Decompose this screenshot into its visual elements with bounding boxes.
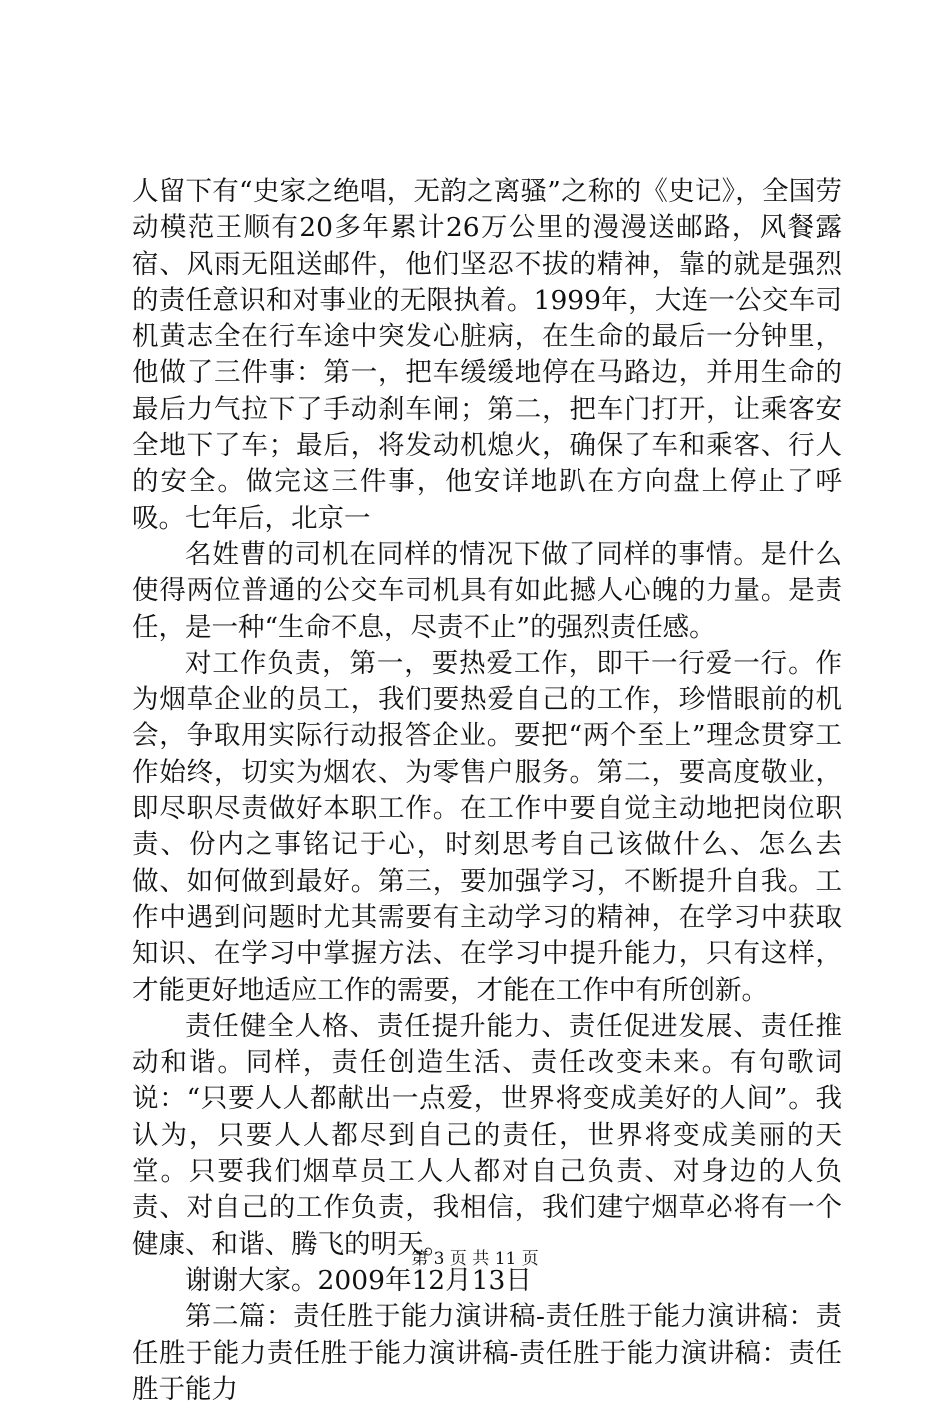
document-body xyxy=(132,174,842,1408)
paragraph-1: 人留下有“史家之绝唱，无韵之离骚”之称的《史记》，全国劳动模范王顺有20多年累计26万公里的漫漫送邮路，风餐露宿、风雨无阻送邮件，他们坚忍不拔的精神，靠的就是强烈的责任意识和对事业的无限执着。1999年，大连一公交车司机黄志全在行车途中突发心脏病，在生命的最后一分钟里，他做了三件事：第一，把车缓缓地停在马路边，并用生命的最后力气拉下了手动刹车闸；第二，把车门打开，让乘客安全地下了车；最后，将发动机熄火，确保了车和乘客、行人的安全。做完这三件事，他安详地趴在方向盘上停止了呼吸。七年后，北京一 xyxy=(132,176,842,534)
page-footer: 第 3 页 共 11 页 xyxy=(411,1249,539,1269)
paragraph-2: 名姓曹的司机在同样的情况下做了同样的事情。是什么使得两位普通的公交车司机具有如此撼人心魄的力量。是责任，是一种“生命不息，尽责不止”的强烈责任感。 xyxy=(132,538,842,643)
paragraph-5-closing: 谢谢大家。2009年12月13日 xyxy=(185,1264,532,1296)
paragraph-4: 责任健全人格、责任提升能力、责任促进发展、责任推动和谐。同样，责任创造生活、责任改变未来。有句歌词说：“只要人人都献出一点爱，世界将变成美好的人间”。我认为，只要人人都尽到自己的责任，世界将变成美丽的天堂。只要我们烟草员工人人都对自己负责、对身边的人负责、对自己的工作负责，我相信，我们建宁烟草必将有一个健康、和谐、腾飞的明天。 xyxy=(132,1010,842,1260)
paragraph-6-next-section-title: 第二篇：责任胜于能力演讲稿-责任胜于能力演讲稿：责任胜于能力责任胜于能力演讲稿-责任胜于能力演讲稿：责任胜于能力 xyxy=(132,1301,842,1405)
paragraph-3: 对工作负责，第一，要热爱工作，即干一行爱一行。作为烟草企业的员工，我们要热爱自己的工作，珍惜眼前的机会，争取用实际行动报答企业。要把“两个至上”理念贯穿工作始终，切实为烟农、为零售户服务。第二，要高度敬业，即尽职尽责做好本职工作。在工作中要自觉主动地把岗位职责、份内之事铭记于心，时刻思考自己该做什么、怎么去做、如何做到最好。第三，要加强学习，不断提升自我。工作中遇到问题时尤其需要有主动学习的精神，在学习中获取知识、在学习中掌握方法、在学习中提升能力，只有这样，才能更好地适应工作的需要，才能在工作中有所创新。 xyxy=(132,647,842,1006)
